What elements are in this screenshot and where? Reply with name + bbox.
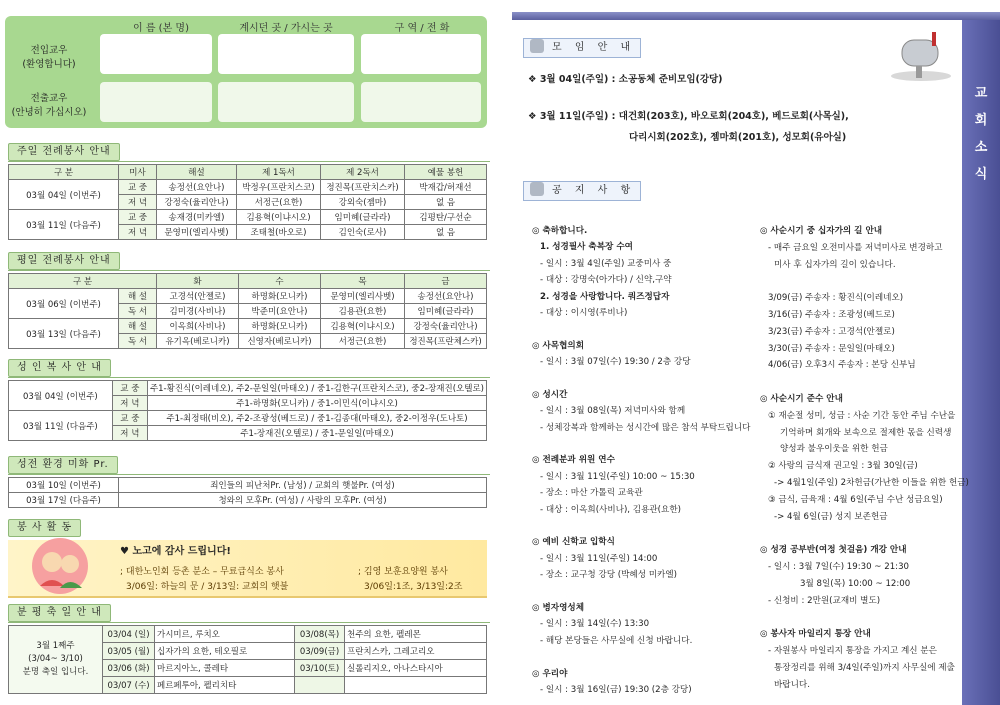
notice-heading: ◎ 성경 공부반(여정 첫걸음) 개강 안내 xyxy=(760,545,907,556)
th: 구 분 xyxy=(9,165,119,180)
out-place-cell[interactable] xyxy=(218,82,354,122)
meeting-title: 모 임 안 내 xyxy=(552,42,636,53)
notice-line: - 일시 : 3월 08일(목) 저녁미사와 함께 xyxy=(540,406,686,417)
cell: 신영자(베로니카) xyxy=(239,334,321,349)
notice-line: 통장정리를 위해 3/4일(주일)까지 사무실에 제출 xyxy=(774,662,955,673)
cell: 박준미(요안나) xyxy=(239,304,321,319)
notice-line: - 일시 : 3월 07일(수) 19:30 / 2층 강당 xyxy=(540,357,691,368)
meeting-line1: ❖ 3월 04일(주일) : 소공동체 준비모임(강당) xyxy=(528,74,723,85)
saint-cell: 프란치스카, 그레고리오 xyxy=(345,643,487,660)
th: 구 분 xyxy=(9,274,157,289)
notice-line: -> 4월 6일(금) 성지 보존헌금 xyxy=(774,511,888,522)
notice-line: 기억하며 회개와 보속으로 절제한 몫을 신력생 xyxy=(780,427,952,438)
mailbox-icon xyxy=(888,26,954,84)
cell: 김용혁(이냐시오) xyxy=(321,319,405,334)
meeting-line3: 다리시회(202호), 젬마회(201호), 성모회(유아실) xyxy=(629,132,847,143)
notice-line: - 일시 : 3월 11일(주일) 14:00 xyxy=(540,553,658,564)
notice-line: - 대상 : 강명숙(아가다) / 신약,구약 xyxy=(540,275,672,286)
notice-line: 3/30(금) 주송자 : 문일일(마태오) xyxy=(768,343,895,354)
th: 해설 xyxy=(157,165,237,180)
mass-cell: 저 녁 xyxy=(112,396,147,411)
cleaning-pr-title: 성전 환경 미화 Pr. xyxy=(8,456,118,474)
notice-column-left xyxy=(532,223,752,698)
transfer-out-title: 전출교우 xyxy=(30,93,68,104)
sunday-liturgy-table xyxy=(8,164,487,240)
divider xyxy=(8,474,490,475)
date-cell: 03월 10일 (이번주) xyxy=(9,478,119,493)
notice-heading: ◎ 축하합니다. xyxy=(532,226,588,236)
transfer-out-sub: (안녕히 가십시오) xyxy=(11,107,87,118)
mass-cell: 저 녁 xyxy=(119,195,157,210)
cell: 송정선(요안나) xyxy=(405,289,487,304)
divider xyxy=(8,161,490,162)
role-cell: 독 서 xyxy=(119,304,157,319)
date-cell xyxy=(295,677,345,694)
notice-line: - 대상 : 이시영(루비나) xyxy=(540,307,628,318)
top-bar xyxy=(512,12,1000,20)
transfer-in-sub: (환영합니다) xyxy=(22,59,76,70)
cell: 없 음 xyxy=(405,195,487,210)
notice-line xyxy=(532,371,752,387)
weekday-liturgy-table xyxy=(8,273,487,349)
thanks-text: ♥ 노고에 감사 드립니다! xyxy=(120,546,231,557)
cleaning-pr-table xyxy=(8,477,487,508)
in-name-cell[interactable] xyxy=(100,34,212,74)
notice-line xyxy=(532,649,752,665)
date-cell: 03월 11일 (다음주) xyxy=(9,210,119,240)
role-cell: 해 설 xyxy=(119,319,157,334)
cell: 고경석(안젤로) xyxy=(157,289,239,304)
mass-cell: 교 중 xyxy=(119,180,157,195)
cell: 임미혜(글라라) xyxy=(321,210,405,225)
notice-line: - 성체강복과 함께하는 성시간에 많은 참석 부탁드립니다 xyxy=(540,422,751,433)
notice-heading: 2. 성경을 사랑합니다. 쿼즈정답자 xyxy=(540,291,670,302)
notice-line: ① 재순절 성미, 성금 : 사순 기간 동안 주님 수난을 xyxy=(768,410,956,421)
notice-line: 4/06(금) 오후3시 주송자 : 본당 신부님 xyxy=(768,360,916,371)
cell: 정진목(프란체스카) xyxy=(405,334,487,349)
notice-line xyxy=(532,321,752,337)
week-label: 3월 1째주 xyxy=(36,641,75,651)
notice-line xyxy=(760,273,960,290)
th: 수 xyxy=(239,274,321,289)
notice-heading: ◎ 성시간 xyxy=(532,389,568,400)
notice-line: - 일시 : 3월 7일(수) 19:30 ~ 21:30 xyxy=(768,561,909,572)
cell: 죄인들의 피난처Pr. (남성) / 교회의 햇불Pr. (여성) xyxy=(119,478,487,493)
cell: 박재갑/허재선 xyxy=(405,180,487,195)
week-range: (3/04~ 3/10) xyxy=(28,654,83,664)
notice-line: - 장소 : 마산 가톨릭 교육관 xyxy=(540,488,643,499)
notice-heading: ◎ 병자영성체 xyxy=(532,602,584,613)
saint-cell: 실롤리지오, 아나스타시아 xyxy=(345,660,487,677)
saint-cell: 십자가의 요한, 테오필로 xyxy=(155,643,295,660)
out-name-cell[interactable] xyxy=(100,82,212,122)
cell: 서정근(요한) xyxy=(321,334,405,349)
service-left-line1: ; 대한노인회 등촌 분소 – 무료급식소 봉사 xyxy=(120,567,284,577)
altar-server-table xyxy=(8,380,487,441)
cell: 유기옥(베로니카) xyxy=(157,334,239,349)
cell: 주1-황진식(이레네오), 주2-문일일(마태오) / 중1-김한구(프란치스코), 중2-장재진(오텔로) xyxy=(147,381,486,396)
mass-cell: 교 중 xyxy=(112,411,147,426)
side-char: 회 xyxy=(974,113,988,128)
role-cell: 독 서 xyxy=(119,334,157,349)
header-place: 계시던 곳 / 가시는 곳 xyxy=(239,23,333,34)
service-right-line2: 3/06일:1조, 3/13일:2조 xyxy=(364,582,463,592)
cell: 청와의 모후Pr. (여성) / 사랑의 모후Pr. (여성) xyxy=(119,493,487,508)
mass-cell: 저 녁 xyxy=(112,426,147,441)
cell: 없 음 xyxy=(405,225,487,240)
transfer-out-label xyxy=(5,92,93,120)
date-cell: 03월 13일 (다음주) xyxy=(9,319,119,349)
meeting-header xyxy=(523,38,641,58)
notice-line: - 매주 금요일 오전미사를 저녁미사로 변경하고 xyxy=(768,242,943,253)
notice-line: 3/16(금) 주송자 : 조광성(베드로) xyxy=(768,309,895,320)
cell: 이옥희(사비나) xyxy=(157,319,239,334)
th: 미사 xyxy=(119,165,157,180)
notice-line xyxy=(760,525,960,542)
date-cell: 03/05 (월) xyxy=(103,643,155,660)
notice-line: 양성과 불우이웃을 위한 헌금 xyxy=(780,444,888,455)
notice-line: 3/23(금) 주송자 : 고경석(안젤로) xyxy=(768,326,895,337)
mass-cell: 교 중 xyxy=(112,381,147,396)
transfer-in-title: 전입교우 xyxy=(30,45,68,56)
in-place-cell[interactable] xyxy=(218,34,354,74)
cell: 임미혜(글라라) xyxy=(405,304,487,319)
notice-line: - 장소 : 교구청 강당 (박혜성 미카엘) xyxy=(540,570,678,581)
transfer-in-label xyxy=(5,44,93,72)
notice-line: - 일시 : 3월 16일(금) 19:30 (2층 강당) xyxy=(540,684,692,695)
cell: 김평탄/구선순 xyxy=(405,210,487,225)
cell: 송정선(요안나) xyxy=(157,180,237,195)
th: 예물 봉헌 xyxy=(405,165,487,180)
cell: 주1-하명화(모니카) / 중1-이민식(이냐시오) xyxy=(147,396,486,411)
altar-server-title: 성 인 복 사 안 내 xyxy=(8,359,111,377)
notice-title: 공 지 사 항 xyxy=(552,185,636,196)
notice-header xyxy=(523,181,641,201)
week-note: 분명 축일 입니다. xyxy=(22,667,89,677)
notice-line: ② 사랑의 금식재 권고일 : 3월 30일(금) xyxy=(768,461,918,472)
notice-line xyxy=(532,584,752,600)
side-char: 식 xyxy=(974,167,988,182)
date-cell: 03월 04일 (이번주) xyxy=(9,381,113,411)
notice-heading: ◎ 전례분과 위원 연수 xyxy=(532,455,615,466)
notice-heading: ◎ 사목협의회 xyxy=(532,340,584,351)
cell: 박정우(프란치스코) xyxy=(237,180,321,195)
cell: 서정근(요한) xyxy=(237,195,321,210)
feast-title: 분 평 축 일 안 내 xyxy=(8,604,111,622)
notice-heading: ◎ 봉사자 마일리지 통장 안내 xyxy=(760,629,871,640)
cell: 하명화(모니카) xyxy=(239,319,321,334)
in-district-cell[interactable] xyxy=(361,34,481,74)
notice-line: 3월 8일(목) 10:00 ~ 12:00 xyxy=(800,578,911,589)
sunday-liturgy-title: 주일 전례봉사 안내 xyxy=(8,143,120,161)
cell: 문영미(엘리사벳) xyxy=(321,289,405,304)
notice-heading: 1. 성경필사 축복장 수여 xyxy=(540,242,633,253)
service-banner xyxy=(8,540,487,598)
saint-cell: 천주의 요한, 펠레몬 xyxy=(345,626,487,643)
meeting-line2: ❖ 3월 11일(주일) : 대건회(203호), 바오로회(204호), 베드로회(사목실), xyxy=(528,111,849,122)
th: 목 xyxy=(321,274,405,289)
out-district-cell[interactable] xyxy=(361,82,481,122)
notice-line: - 자원봉사 마일리지 통장을 가지고 계신 분은 xyxy=(768,645,937,656)
th: 제 2독서 xyxy=(321,165,405,180)
date-cell: 03/07 (수) xyxy=(103,677,155,694)
cell: 주1-최정태(비오), 주2-조광성(베드로) / 중1-김종대(마태오), 중2-이정우(도나토) xyxy=(147,411,486,426)
th: 제 1독서 xyxy=(237,165,321,180)
cell: 송재경(미카엘) xyxy=(157,210,237,225)
speaker-icon xyxy=(530,39,544,53)
date-cell: 03월 06일 (이번주) xyxy=(9,289,119,319)
notice-line xyxy=(760,609,960,626)
divider xyxy=(8,377,490,378)
notice-heading: ◎ 사순시기 중 십자가의 길 안내 xyxy=(760,226,883,236)
cell: 강외숙(젬마) xyxy=(321,195,405,210)
date-cell: 03/06 (화) xyxy=(103,660,155,677)
notice-line: 3/09(금) 주송자 : 황진식(이레네오) xyxy=(768,293,904,304)
cell: 김인숙(로사) xyxy=(321,225,405,240)
notice-line: - 일시 : 3월 11일(주일) 10:00 ~ 15:30 xyxy=(540,471,695,482)
volunteer-illustration-icon xyxy=(20,536,100,600)
cell: 주1-장재진(오텔로) / 중1-문일일(마태오) xyxy=(147,426,486,441)
date-cell: 03/10(토) xyxy=(295,660,345,677)
side-tab-label xyxy=(962,80,1000,188)
divider xyxy=(8,622,490,623)
service-right-line1: ; 김영 보훈요양원 봉사 xyxy=(358,567,448,577)
date-cell: 03/04 (일) xyxy=(103,626,155,643)
notice-line: - 해당 본당들은 사무실에 신청 바랍니다. xyxy=(540,635,693,646)
notice-line: - 일시 : 3월 14일(수) 13:30 xyxy=(540,619,650,630)
cell: 김용관(요한) xyxy=(321,304,405,319)
divider xyxy=(8,270,490,271)
date-cell: 03월 17일 (다음주) xyxy=(9,493,119,508)
service-left-line2: 3/06일: 하늘의 문 / 3/13일: 교회의 햇불 xyxy=(126,582,289,592)
cell: 정진목(프란치스카) xyxy=(321,180,405,195)
service-title: 봉 사 활 동 xyxy=(8,519,81,537)
date-cell: 03/08(목) xyxy=(295,626,345,643)
weekday-liturgy-title: 평일 전례봉사 안내 xyxy=(8,252,120,270)
mass-cell: 교 중 xyxy=(119,210,157,225)
feast-table xyxy=(8,625,487,694)
notice-line: - 대상 : 이옥희(사비나), 김용관(요한) xyxy=(540,504,681,515)
mass-cell: 저 녁 xyxy=(119,225,157,240)
header-district: 구 역 / 전 화 xyxy=(394,23,450,34)
date-cell: 03월 11일 (다음주) xyxy=(9,411,113,441)
role-cell: 해 설 xyxy=(119,289,157,304)
side-char: 소 xyxy=(974,140,988,155)
date-cell: 03월 04일 (이번주) xyxy=(9,180,119,210)
notice-column-right xyxy=(760,223,969,693)
saint-cell: 페르페투아, 펠리치타 xyxy=(155,677,295,694)
cell: 문영미(엘리사벳) xyxy=(157,225,237,240)
notice-line: 미사 후 십자가의 길이 있습니다. xyxy=(774,259,896,270)
speaker-icon xyxy=(530,182,544,196)
newcomer-box xyxy=(5,16,487,128)
cell: 강정숙(율리안나) xyxy=(157,195,237,210)
header-name: 이 름 (본 명) xyxy=(133,23,189,34)
cell: 하명화(모니카) xyxy=(239,289,321,304)
notice-line xyxy=(760,374,960,391)
saint-cell: 마르지아노, 콜레타 xyxy=(155,660,295,677)
cell: 김용혁(이냐시오) xyxy=(237,210,321,225)
th: 화 xyxy=(157,274,239,289)
notice-line: ③ 금식, 금육재 : 4월 6일(주님 수난 성금요일) xyxy=(768,494,943,505)
side-char: 교 xyxy=(974,86,988,101)
week-label-cell xyxy=(9,626,103,694)
cell: 강정숙(율리안나) xyxy=(405,319,487,334)
cell: 김미경(사비나) xyxy=(157,304,239,319)
th: 금 xyxy=(405,274,487,289)
notice-line xyxy=(532,436,752,452)
saint-cell: 가시미르, 루치오 xyxy=(155,626,295,643)
notice-line: - 일시 : 3월 4일(주일) 교중미사 중 xyxy=(540,258,672,269)
saint-cell xyxy=(345,677,487,694)
cell: 조태철(바오로) xyxy=(237,225,321,240)
date-cell: 03/09(금) xyxy=(295,643,345,660)
notice-line: - 신청비 : 2만원(교재비 별도) xyxy=(768,595,881,606)
notice-heading: ◎ 우리야 xyxy=(532,668,568,679)
notice-line: -> 4월1일(주일) 2차헌금(가난한 이들을 위한 헌금) xyxy=(774,477,969,488)
notice-line xyxy=(532,518,752,534)
notice-heading: ◎ 사순시기 준수 안내 xyxy=(760,393,843,404)
notice-heading: ◎ 예비 신학교 입학식 xyxy=(532,537,615,548)
notice-line: 바랍니다. xyxy=(774,679,810,690)
